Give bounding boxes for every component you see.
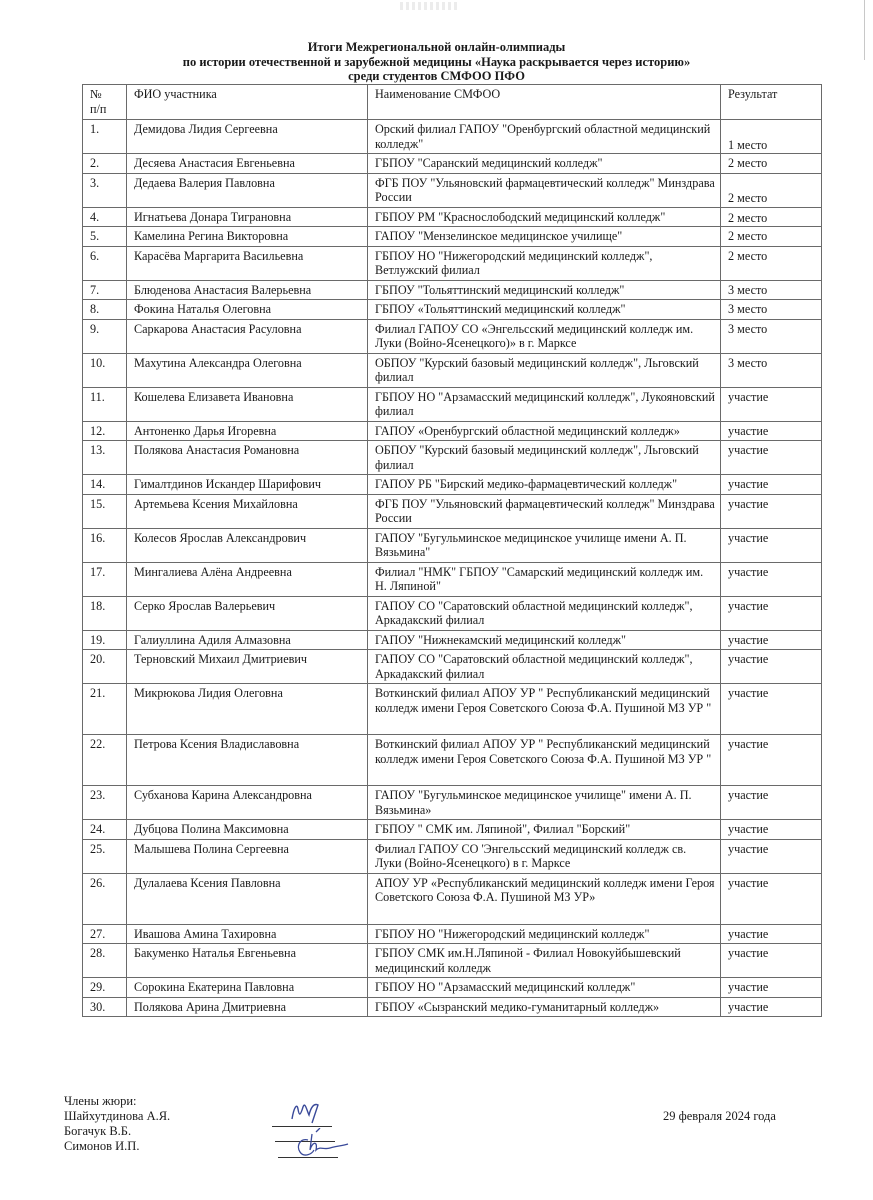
organization-name: ОБПОУ "Курский базовый медицинский колледж", Льговский филиал <box>368 441 721 475</box>
row-number: 16. <box>83 528 127 562</box>
organization-name: ГБПОУ «Сызранский медико-гуманитарный колледж» <box>368 997 721 1017</box>
result-value: участие <box>721 650 822 684</box>
organization-name: Филиал "НМК" ГБПОУ "Самарский медицинский колледж им. Н. Ляпиной" <box>368 562 721 596</box>
participant-name: Фокина Наталья Олеговна <box>127 300 368 320</box>
header-number-sublabel: п/п <box>90 101 107 116</box>
result-value: участие <box>721 421 822 441</box>
participant-name: Игнатьева Донара Тиграновна <box>127 207 368 227</box>
table-row <box>83 154 822 174</box>
result-value: 2 место <box>721 207 822 227</box>
result-value: участие <box>721 924 822 944</box>
participant-name: Саркарова Анастасия Расуловна <box>127 319 368 353</box>
table-row <box>83 684 822 735</box>
title-line-3: среди студентов СМФОО ПФО <box>348 69 525 83</box>
row-number: 7. <box>83 280 127 300</box>
participant-name: Камелина Регина Викторовна <box>127 227 368 247</box>
row-number: 25. <box>83 839 127 873</box>
organization-name: ГБПОУ НО "Арзамасский медицинский колледж", Лукояновский филиал <box>368 387 721 421</box>
participant-name: Карасёва Маргарита Васильевна <box>127 246 368 280</box>
row-number: 4. <box>83 207 127 227</box>
organization-name: ГБПОУ "Тольяттинский медицинский колледж" <box>368 280 721 300</box>
table-row <box>83 173 822 207</box>
result-value: 1 место <box>721 120 822 154</box>
table-row <box>83 280 822 300</box>
result-value: участие <box>721 630 822 650</box>
table-header-row <box>83 85 822 120</box>
row-number: 29. <box>83 978 127 998</box>
organization-name: ФГБ ПОУ "Ульяновский фармацевтический колледж" Минздрава России <box>368 173 721 207</box>
title-line-2: по истории отечественной и зарубежной медицины «Наука раскрывается через историю» <box>182 54 691 69</box>
result-value: участие <box>721 978 822 998</box>
participant-name: Блюденова Анастасия Валерьевна <box>127 280 368 300</box>
participant-name: Бакуменко Наталья Евгеньевна <box>127 944 368 978</box>
row-number: 19. <box>83 630 127 650</box>
result-value: участие <box>721 441 822 475</box>
organization-name: ОБПОУ "Курский базовый медицинский колледж", Льговский филиал <box>368 353 721 387</box>
row-number: 30. <box>83 997 127 1017</box>
organization-name: АПОУ УР «Республиканский медицинский колледж имени Героя Советского Союза Ф.А. Пушиной МЗ УР» <box>368 873 721 924</box>
participant-name: Демидова Лидия Сергеевна <box>127 120 368 154</box>
signature-icon <box>288 1097 328 1127</box>
table-row <box>83 494 822 528</box>
organization-name: Воткинский филиал АПОУ УР " Республиканский медицинский колледж имени Героя Советского Союза Ф.А. Пушиной МЗ УР " <box>368 735 721 786</box>
table-row <box>83 839 822 873</box>
table-row <box>83 246 822 280</box>
row-number: 11. <box>83 387 127 421</box>
row-number: 15. <box>83 494 127 528</box>
row-number: 2. <box>83 154 127 174</box>
organization-name: ГБПОУ "Саранский медицинский колледж" <box>368 154 721 174</box>
header-name: ФИО участника <box>127 85 368 120</box>
row-number: 13. <box>83 441 127 475</box>
table-row <box>83 786 822 820</box>
result-value: участие <box>721 997 822 1017</box>
table-row <box>83 353 822 387</box>
organization-name: ГАПОУ "Мензелинское медицинское училище" <box>368 227 721 247</box>
organization-name: Орский филиал ГАПОУ "Оренбургский областной медицинский колледж" <box>368 120 721 154</box>
table-row <box>83 873 822 924</box>
organization-name: ГБПОУ «Тольяттинский медицинский колледж" <box>368 300 721 320</box>
row-number: 17. <box>83 562 127 596</box>
result-value: 3 место <box>721 300 822 320</box>
participant-name: Дубцова Полина Максимовна <box>127 820 368 840</box>
row-number: 27. <box>83 924 127 944</box>
result-value: 2 место <box>721 173 822 207</box>
table-row <box>83 421 822 441</box>
participant-name: Гималтдинов Искандер Шарифович <box>127 475 368 495</box>
jury-member: Симонов И.П. <box>64 1139 140 1153</box>
table-row <box>83 820 822 840</box>
row-number: 28. <box>83 944 127 978</box>
organization-name: ГАПОУ "Нижнекамский медицинский колледж" <box>368 630 721 650</box>
participant-name: Махутина Александра Олеговна <box>127 353 368 387</box>
result-value: участие <box>721 494 822 528</box>
result-value: участие <box>721 839 822 873</box>
organization-name: ГБПОУ РМ "Краснослободский медицинский колледж" <box>368 207 721 227</box>
organization-name: ГБПОУ " СМК им. Ляпиной", Филиал "Борский" <box>368 820 721 840</box>
participant-name: Мингалиева Алёна Андреевна <box>127 562 368 596</box>
row-number: 9. <box>83 319 127 353</box>
row-number: 24. <box>83 820 127 840</box>
result-value: 3 место <box>721 353 822 387</box>
participant-name: Серко Ярослав Валерьевич <box>127 596 368 630</box>
table-row <box>83 596 822 630</box>
organization-name: ГАПОУ РБ "Бирский медико-фармацевтический колледж" <box>368 475 721 495</box>
participant-name: Дулалаева Ксения Павловна <box>127 873 368 924</box>
participant-name: Полякова Анастасия Романовна <box>127 441 368 475</box>
table-row <box>83 227 822 247</box>
header-number-label: № <box>90 87 102 101</box>
organization-name: ГБПОУ СМК им.Н.Ляпиной - Филиал Новокуйбышевский медицинский колледж <box>368 944 721 978</box>
participant-name: Ивашова Амина Тахировна <box>127 924 368 944</box>
participant-name: Малышева Полина Сергеевна <box>127 839 368 873</box>
title-line-1: Итоги Межрегиональной онлайн-олимпиады <box>307 40 566 54</box>
table-row <box>83 441 822 475</box>
table-body <box>83 120 822 1017</box>
result-value: участие <box>721 786 822 820</box>
table-row <box>83 978 822 998</box>
participant-name: Сорокина Екатерина Павловна <box>127 978 368 998</box>
table-row <box>83 207 822 227</box>
table-row <box>83 475 822 495</box>
result-value: 3 место <box>721 319 822 353</box>
organization-name: ГБПОУ НО "Нижегородский медицинский колледж" <box>368 924 721 944</box>
result-value: участие <box>721 684 822 735</box>
result-value: участие <box>721 873 822 924</box>
result-value: участие <box>721 475 822 495</box>
table-row <box>83 387 822 421</box>
organization-name: ГАПОУ СО "Саратовский областной медицинский колледж", Аркадакский филиал <box>368 650 721 684</box>
result-value: 2 место <box>721 154 822 174</box>
table-row <box>83 924 822 944</box>
document-title <box>0 40 873 84</box>
row-number: 14. <box>83 475 127 495</box>
result-value: 3 место <box>721 280 822 300</box>
table-row <box>83 528 822 562</box>
organization-name: ГАПОУ "Бугульминское медицинское училище" имени А. П. Вязьмина» <box>368 786 721 820</box>
participant-name: Артемьева Ксения Михайловна <box>127 494 368 528</box>
organization-name: ГАПОУ "Бугульминское медицинское училище имени А. П. Вязьмина" <box>368 528 721 562</box>
participant-name: Колесов Ярослав Александрович <box>127 528 368 562</box>
jury-member: Богачук В.Б. <box>64 1124 132 1138</box>
row-number: 23. <box>83 786 127 820</box>
jury-member: Шайхутдинова А.Я. <box>64 1109 171 1123</box>
table-row <box>83 319 822 353</box>
participant-name: Кошелева Елизавета Ивановна <box>127 387 368 421</box>
results-table <box>82 84 822 1017</box>
result-value: 2 место <box>721 246 822 280</box>
table-row <box>83 650 822 684</box>
organization-name: ГБПОУ НО "Нижегородский медицинский колледж", Ветлужский филиал <box>368 246 721 280</box>
participant-name: Терновский Михаил Дмитриевич <box>127 650 368 684</box>
row-number: 1. <box>83 120 127 154</box>
participant-name: Антоненко Дарья Игоревна <box>127 421 368 441</box>
table-row <box>83 997 822 1017</box>
signature-icon <box>290 1128 352 1162</box>
participant-name: Десяева Анастасия Евгеньевна <box>127 154 368 174</box>
result-value: участие <box>721 735 822 786</box>
row-number: 5. <box>83 227 127 247</box>
organization-name: ГАПОУ «Оренбургский областной медицинский колледж» <box>368 421 721 441</box>
table-row <box>83 300 822 320</box>
organization-name: ГАПОУ СО "Саратовский областной медицинский колледж", Аркадакский филиал <box>368 596 721 630</box>
result-value: участие <box>721 387 822 421</box>
row-number: 22. <box>83 735 127 786</box>
result-value: участие <box>721 562 822 596</box>
scan-artifact <box>400 2 460 10</box>
participant-name: Субханова Карина Александровна <box>127 786 368 820</box>
jury-label: Члены жюри: <box>64 1094 137 1108</box>
table-row <box>83 562 822 596</box>
result-value: участие <box>721 596 822 630</box>
organization-name: Воткинский филиал АПОУ УР " Республиканский медицинский колледж имени Героя Советского Союза Ф.А. Пушиной МЗ УР " <box>368 684 721 735</box>
document-date: 29 февраля 2024 года <box>663 1109 776 1123</box>
participant-name: Галиуллина Адиля Алмазовна <box>127 630 368 650</box>
header-result: Результат <box>721 85 822 120</box>
header-organization: Наименование СМФОО <box>368 85 721 120</box>
result-value: участие <box>721 820 822 840</box>
header-number <box>83 85 127 120</box>
row-number: 21. <box>83 684 127 735</box>
organization-name: Филиал ГАПОУ СО 'Энгельсский медицинский колледж св. Луки (Войно-Ясенецкого) в г. Марксе <box>368 839 721 873</box>
organization-name: ФГБ ПОУ "Ульяновский фармацевтический колледж" Минздрава России <box>368 494 721 528</box>
participant-name: Дедаева Валерия Павловна <box>127 173 368 207</box>
organization-name: Филиал ГАПОУ СО «Энгельсский медицинский колледж им. Луки (Войно-Ясенецкого)» в г. Марксе <box>368 319 721 353</box>
row-number: 26. <box>83 873 127 924</box>
table-row <box>83 944 822 978</box>
organization-name: ГБПОУ НО "Арзамасский медицинский колледж" <box>368 978 721 998</box>
result-value: участие <box>721 944 822 978</box>
row-number: 6. <box>83 246 127 280</box>
table-row <box>83 735 822 786</box>
row-number: 3. <box>83 173 127 207</box>
result-value: участие <box>721 528 822 562</box>
row-number: 18. <box>83 596 127 630</box>
participant-name: Полякова Арина Дмитриевна <box>127 997 368 1017</box>
result-value: 2 место <box>721 227 822 247</box>
row-number: 10. <box>83 353 127 387</box>
participant-name: Петрова Ксения Владиславовна <box>127 735 368 786</box>
row-number: 12. <box>83 421 127 441</box>
jury-block <box>64 1094 170 1154</box>
participant-name: Микрюкова Лидия Олеговна <box>127 684 368 735</box>
table-row <box>83 630 822 650</box>
row-number: 8. <box>83 300 127 320</box>
table-row <box>83 120 822 154</box>
row-number: 20. <box>83 650 127 684</box>
